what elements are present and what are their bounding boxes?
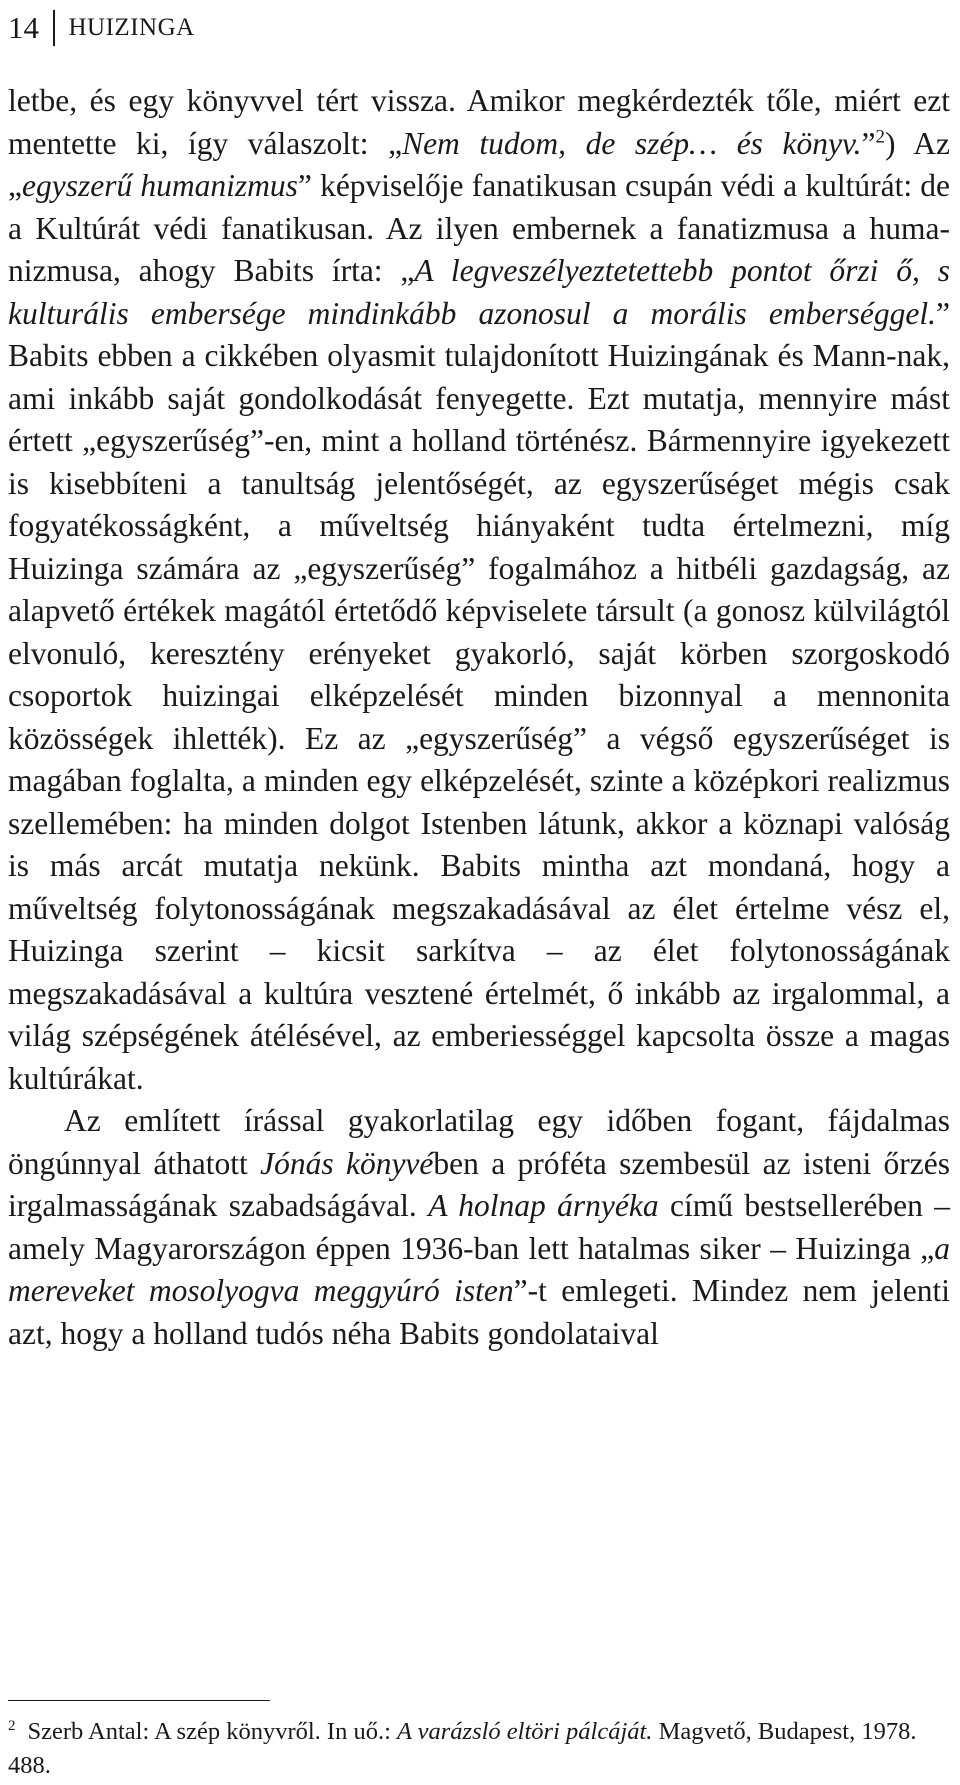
- italic-title: A holnap árnyéka: [428, 1188, 659, 1223]
- running-title: HUIZINGA: [68, 14, 195, 41]
- italic-term: egyszerű humanizmus: [21, 168, 298, 203]
- text-run: ”-t emlegeti. Mindez nem jelenti azt, hogy a holland tudós néha Babits gondolataival: [8, 1273, 950, 1351]
- text-run: Az említett írással gyakorlatilag egy időben fogant, fájdalmas öngúnnyal áthatott: [8, 1103, 950, 1181]
- italic-title: Jónás könyvé: [260, 1145, 434, 1181]
- footnote: [8, 1715, 950, 1783]
- footnote-rule: [8, 1700, 270, 1701]
- paragraph-1: [8, 80, 950, 1100]
- footnote-text: Szerb Antal: A szép könyvről. In uő.:: [27, 1718, 397, 1745]
- footnote-number: 2: [8, 1717, 16, 1734]
- paragraph-2: [8, 1100, 950, 1355]
- header-divider: [53, 10, 55, 46]
- italic-quote: A legveszélyeztetettebb pontot őrzi ő, s kulturális embersége mindinkább azonosul a morális emberséggel.: [8, 253, 950, 331]
- page-header: [8, 6, 195, 50]
- body-text: [8, 80, 950, 1355]
- text-run: ben a próféta szembesül az isteni őrzés irgalmasságának szabadságával.: [8, 1145, 950, 1223]
- footnote-reference[interactable]: 2: [875, 126, 885, 147]
- footnote-italic-title: A varázsló eltöri pálcáját.: [397, 1718, 653, 1745]
- text-run: című bestsellerében – amely Magyarországon éppen 1936-ban lett hatalmas siker – Huizinga „: [8, 1188, 950, 1266]
- text-run: ” képviselője fanatikusan csupán védi a kultúrát: de a Kultúrát védi fanatikusan. Az ilyen embernek a fanatizmusa a humanizmusa, ahogy Babits írta: „: [8, 168, 950, 288]
- text-run: letbe, és egy könyvvel tért vissza. Amikor megkérdezték tőle, miért ezt mentette ki, így válaszolt: „: [8, 83, 950, 161]
- text-run: ) Az „: [8, 125, 950, 203]
- text-run: ” Babits ebben a cikkében olyasmit tulajdonított Huizingának és Mann-nak, ami inkább saját gondolkodását fenyegette. Ezt mutatja, mennyire mást értett „egyszerűség”-en, mint a holland történész. Bármennyire igyekezett is kisebbíteni a tanultság jelentőségét, az egyszerűséget mégis csak fogyatékosságként, a műveltség hiányaként tudta értelmezni, míg Huizinga számára az „egyszerűség” fogalmához a hitbéli gazdagság, az alapvető értékek magától értetődő képviselete társult (a gonosz külvilágtól elvonuló, keresztény erényeket gyakorló, saját körben szorgoskodó csoportok huizingai elképzelését minden bizonnyal a mennonita közösségek ihlették). Ez az „egyszerűség” a végső egyszerűséget is magában foglalta, a minden egy elképzelését, szinte a középkori realizmus szellemében: ha minden dolgot Istenben látunk, akkor a köznapi valóság is más arcát mutatja nekünk. Babits mintha azt mondaná, hogy a műveltség folytonosságának megszakadásával az élet értelme vész el, Huizinga szerint – kicsit sarkítva – az élet folytonosságának megszakadásával a kultúra vesztené értelmét, ő inkább az irgalommal, a világ szépségének átélésével, az emberiességgel kapcsolta össze a magas kultúrákat.: [8, 295, 950, 1096]
- footnote-text: Magvető, Budapest, 1978. 488.: [8, 1718, 917, 1779]
- italic-quote: Nem tudom, de szép… és könyv.: [402, 125, 862, 161]
- page-number: 14: [8, 10, 39, 45]
- italic-quote: a mereveket mosolyogva meggyúró isten: [8, 1230, 950, 1308]
- text-run: ”: [861, 125, 876, 161]
